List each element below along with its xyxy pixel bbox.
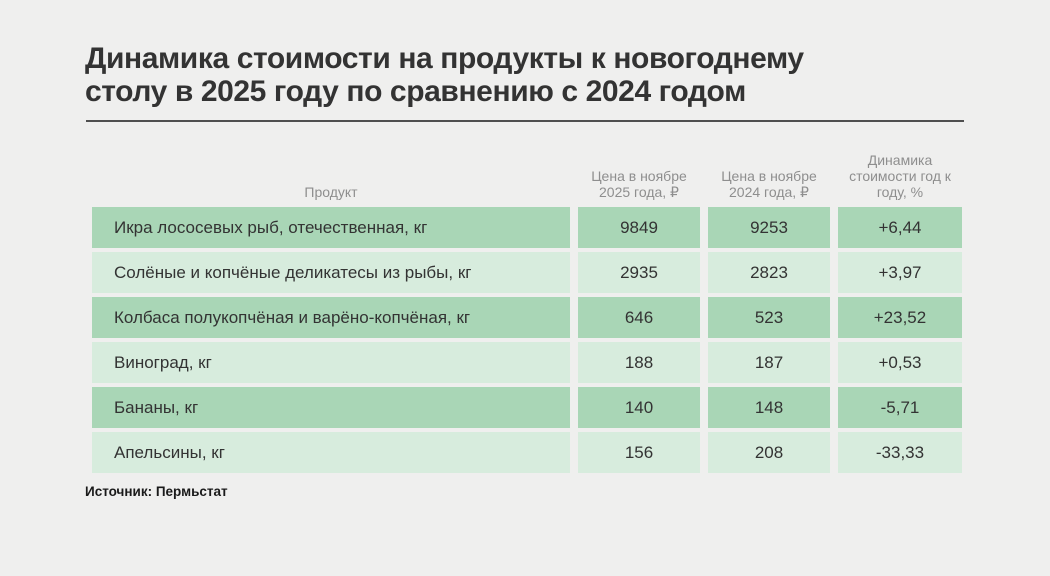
- price-2025-cell: 9849: [578, 207, 700, 248]
- table-row: [92, 387, 954, 428]
- table-row: [92, 207, 954, 248]
- change-pct-cell: +23,52: [838, 297, 962, 338]
- page-title-line1: Динамика стоимости на продукты к новогоднему: [85, 42, 804, 75]
- price-2025-cell: 140: [578, 387, 700, 428]
- price-2025-cell: 646: [578, 297, 700, 338]
- product-cell: Икра лососевых рыб, отечественная, кг: [92, 207, 570, 248]
- change-pct-cell: -5,71: [838, 387, 962, 428]
- change-pct-cell: +3,97: [838, 252, 962, 293]
- price-2024-cell: 2823: [708, 252, 830, 293]
- price-2024-cell: 148: [708, 387, 830, 428]
- price-2025-cell: 2935: [578, 252, 700, 293]
- product-cell: Виноград, кг: [92, 342, 570, 383]
- column-header-price-2025: Цена в ноябре 2025 года, ₽: [591, 168, 687, 200]
- product-cell: Бананы, кг: [92, 387, 570, 428]
- price-2024-cell: 9253: [708, 207, 830, 248]
- change-pct-cell: -33,33: [838, 432, 962, 473]
- price-2025-cell: 156: [578, 432, 700, 473]
- column-header-change: Динамика стоимости год к году, %: [849, 152, 951, 200]
- source-caption: Источник: Пермьстат: [85, 484, 228, 499]
- change-pct-cell: +6,44: [838, 207, 962, 248]
- table-row: [92, 342, 954, 383]
- price-2024-cell: 208: [708, 432, 830, 473]
- column-header-product: Продукт: [304, 184, 358, 200]
- table-row: [92, 297, 954, 338]
- page-title-line2: столу в 2025 году по сравнению с 2024 годом: [85, 75, 746, 108]
- price-2024-cell: 187: [708, 342, 830, 383]
- table-row: [92, 432, 954, 473]
- product-cell: Солёные и копчёные деликатесы из рыбы, кг: [92, 252, 570, 293]
- table-row: [92, 252, 954, 293]
- page-title: [85, 42, 965, 108]
- price-2024-cell: 523: [708, 297, 830, 338]
- title-divider: [86, 120, 964, 122]
- column-header-price-2024: Цена в ноябре 2024 года, ₽: [721, 168, 817, 200]
- table-header-row: [92, 130, 954, 207]
- change-pct-cell: +0,53: [838, 342, 962, 383]
- product-cell: Апельсины, кг: [92, 432, 570, 473]
- product-cell: Колбаса полукопчёная и варёно-копчёная, кг: [92, 297, 570, 338]
- price-2025-cell: 188: [578, 342, 700, 383]
